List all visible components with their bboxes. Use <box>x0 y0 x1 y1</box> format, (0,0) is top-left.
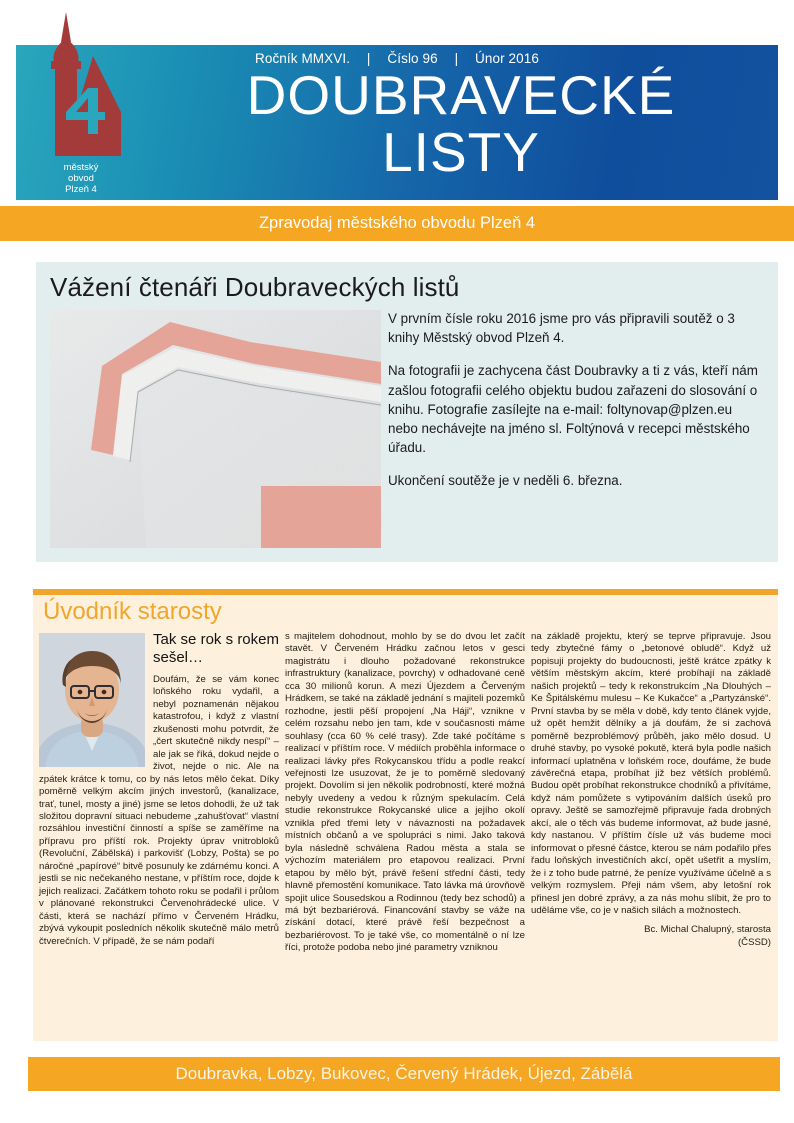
intro-article-body <box>388 309 764 491</box>
intro-paragraph-3: Ukončení soutěže je v neděli 6. března. <box>388 473 623 489</box>
issue-line <box>16 45 778 66</box>
footer-districts: Doubravka, Lobzy, Bukovec, Červený Hrádek, Újezd, Zábělá <box>175 1064 633 1083</box>
intro-article-photo <box>50 310 381 548</box>
signature-name: Bc. Michal Chalupný, starosta <box>644 924 771 936</box>
editorial-heading: Úvodník starosty <box>43 598 222 625</box>
page-title <box>146 64 776 183</box>
mayor-portrait <box>39 633 145 767</box>
editorial-lead: Tak se rok s rokem sešel… <box>153 631 279 666</box>
masthead <box>16 45 778 200</box>
editorial-column-3 <box>531 631 771 949</box>
logo <box>38 12 124 200</box>
portrait-photo-graphic <box>39 633 145 767</box>
footer-bar <box>28 1057 780 1091</box>
editorial-column-1 <box>39 631 279 948</box>
editorial-signature <box>531 923 771 949</box>
issue-volume: Ročník MMXVI. <box>254 51 351 66</box>
logo-caption <box>38 162 124 195</box>
editorial-text-column-2: s majitelem dohodnout, mohlo by se do dvou let začít stavět. V Červeném Hrádku začnou letos v gesci magistrátu i dlouho požadované rekonstrukce infrastruktury (kanalizace, povrchy) v odhadované ceně cca 30 milionů korun. A mezi Újezdem a Červeným Hrádkem, se také na základě jednání s majiteli pozemků rozhodne, jestli pěší propojení „Na Háji“, vznikne v celém rozsahu nebo jen tam, kde v současnosti máme souhlasy (cca 60 % celé trasy). Zde také počítáme s realizací v příštím roce. V médiích proběhla informace o realizaci lávky přes Rokycanskou třídu a podle reakcí veřejnosti lze usuzovat, že je to poměrně sledovaný projekt. Dovolím si jen několik podrobností, které možná nebyly uvedeny a vedou k různým spekulacím. Celá studie rekonstrukce Rokycanské ulice a jejího okolí vznikla před třemi lety v návaznosti na požadavek místních občanů a ve spolupráci s nimi. Jako taková byla následně schválena Radou města a stala se výchozím materiálem pro etapovou realizaci. První etapou by mělo být, právě řešení střední části, tedy hlavně přemostění komunikace. Tato lávka má úrovňově spojit ulice Sousedskou a Rodinnou (tedy bez schodů) a má být bezbariérová. Financování stavby se váže na získání dotací, které právě řeší bezpečnost a bezbariérovost. To je také vše, co momentálně o ní lze říci, protože podoba nebo jiné parametry vzniknou <box>285 631 525 954</box>
intro-paragraph-2: Na fotografii je zachycena část Doubravky a ti z vás, kteří nám zašlou fotografii celého objektu budou zařazeni do slosování o knihu. Fotografie zasílejte na e-mail: foltynovap@plzen.eu nebo nechávejte na jméno sl. Foltýnová v recepci městského úřadu. <box>388 363 758 456</box>
facade-photo-graphic <box>50 310 381 548</box>
title-line-2: LISTY <box>382 121 540 183</box>
subtitle-bar <box>0 206 794 241</box>
editorial-column-2 <box>285 631 525 955</box>
subtitle-text: Zpravodaj městského obvodu Plzeň 4 <box>258 214 536 232</box>
intro-paragraph-1: V prvním čísle roku 2016 jsme pro vás připravili soutěž o 3 knihy Městský obvod Plzeň 4. <box>388 311 735 346</box>
intro-article-heading: Vážení čtenáři Doubraveckých listů <box>50 272 460 302</box>
issue-separator-1: | <box>366 51 371 66</box>
logo-line-2: obvod <box>68 173 94 184</box>
title-line-1: DOUBRAVECKÉ <box>246 64 676 126</box>
intro-article-panel <box>36 262 778 562</box>
issue-number: Číslo 96 <box>387 51 438 66</box>
logo-line-3: Plzeň 4 <box>65 184 97 195</box>
editorial-panel <box>33 589 778 1041</box>
editorial-columns <box>33 631 778 1041</box>
issue-date: Únor 2016 <box>475 51 539 66</box>
tower-logo-icon <box>38 12 124 167</box>
signature-party: (ČSSD) <box>737 937 771 949</box>
logo-line-1: městský <box>63 162 99 173</box>
editorial-text-column-3: na základě projektu, který se teprve připravuje. Jsou tedy zbytečné fámy o „betonové obludě“. Když už popisuji projekty do budoucnosti, ještě krátce zpátky k větším městským akcím, které probíhají na základě našich projektů – tedy k rekonstrukcím „Na Dlouhých – Ke Špitálskému mulesu – Ke Kukačce“ a „Partyzánské“. První stavba by se měla v době, kdy tento článek vyjde, už opět hemžit dělníky a já doufám, že si zachová poměrně bezproblémový průběh, jako mělo dosud. U druhé stavby, po vysoké pokutě, která byla podle našich informací uplatněna v loňském roce, doufáme, že bude závěrečná etapa, probíhat již bez větších problémů. Budou opět probíhat rekonstrukce chodníků a přivítáme, když nám pomůžete s vytipováním dalších úseků pro opravy. Ještě se samozřejmě připravuje řada drobných akcí, ale o těch vás budeme informovat, až bude jasné, kdy nastanou. V příštím čísle už vás budeme moci informovat o přesné částce, kterou se nám podařilo přes řadu loňských investičních akcí, opět ušetřit a myslím, že i z toho bude patrné, že peníze využíváme účelně a s velkým rozmyslem. Přeji nám všem, aby letošní rok přinesl jen dobré zprávy, a za nás mohu slíbit, že pro to uděláme vše, co je v našich silách a možnostech. <box>531 631 771 916</box>
issue-separator-2: | <box>454 51 459 66</box>
editorial-text-column-1: Doufám, že se vám konec loňského roku vydařil, a nebyl poznamenán nějakou katastrofou, i když z vlastní zkušenosti mohu potvrdit, že „čert skutečně nikdy nespí“ – ale jak se říká, dokud nejde o život, nejde o nic. Ale na zpátek krátce k tomu, co by nás letos mělo čekat. Díky poměrně velkým akcím jiných investorů, (kanalizace, trať, tunel, mosty a jiné) jsme se letos dohodli, že už tak složitou dopravní situaci nebudeme „zahušťovat“ vlastní rozsáhlou investiční činností a spíše se zaměříme na přípravu pro příští rok. Projekty úprav vnitrobloků (Revoluční, Zábělská) i parkovišť (Lobzy, Pošta) se po náročné „papírové“ bitvě posunuly ke zdárnému konci. A jestli se nic nečekaného nestane, v příštím roce, dojde k jejich realizaci. Začátkem tohoto roku se podařil i průlom v plánované rekonstrukci Červenohrádecké ulice. V části, která se nachází přímo v Červeném Hrádku, zbývá vykoupit posledních několik skutečně málo metrů čtverečních. V případě, že se nám podaří <box>39 674 279 947</box>
